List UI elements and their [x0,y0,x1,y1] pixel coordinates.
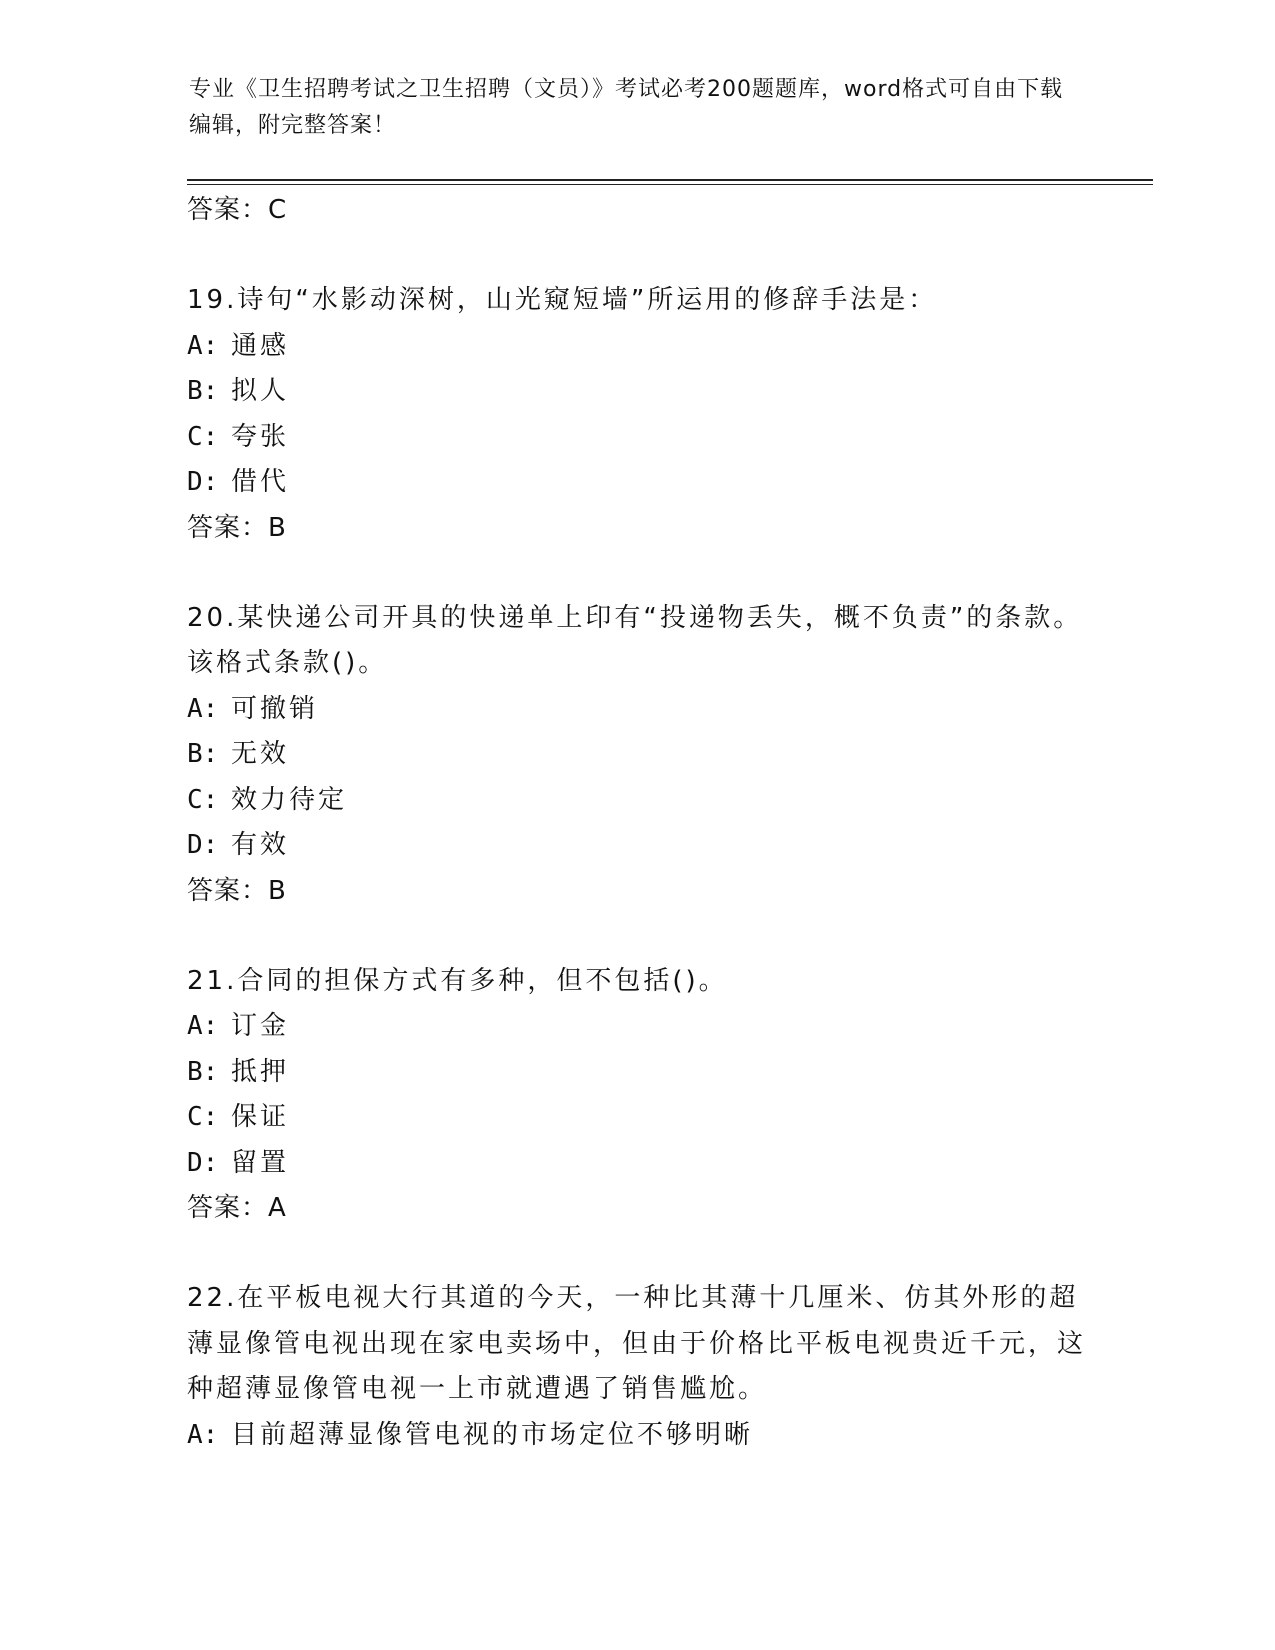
question-19 [187,278,1087,551]
option-b [187,1050,1087,1096]
question-21 [187,959,1087,1232]
question-20 [187,596,1087,914]
question-stem: 21.合同的担保方式有多种，但不包括()。 [187,965,728,996]
answer-text: 答案：A [187,1193,287,1223]
option-text: 无效 [231,739,290,769]
option-a [187,1413,1087,1459]
option-text: 抵押 [231,1056,290,1087]
option-text: 通感 [231,330,290,361]
answer-text: 答案：C [187,195,288,225]
option-c [187,778,1087,824]
option-letter: C: [187,421,219,452]
question-stem: 19.诗句“水影动深树，山光窥短墙”所运用的修辞手法是： [187,285,938,315]
option-c [187,415,1087,461]
option-b [187,732,1087,778]
question-22 [187,1276,1087,1458]
option-b [187,369,1087,415]
option-letter: A: [187,1011,219,1041]
option-a [187,324,1087,370]
option-c [187,1095,1087,1141]
option-text: 效力待定 [231,784,348,815]
option-d [187,1141,1087,1187]
option-d [187,460,1087,506]
option-text: 保证 [231,1102,290,1132]
spacer [187,233,1087,278]
option-text: 借代 [231,467,290,497]
answer-text: 答案：B [187,875,287,906]
option-letter: A: [187,693,219,724]
option-text: 留置 [231,1147,290,1178]
question-stem: 22.在平板电视大行其道的今天，一种比其薄十几厘米、仿其外形的超薄显像管电视出现在家电卖场中，但由于价格比平板电视贵近千元，这种超薄显像管电视一上市就遭遇了销售尴尬。 [187,1283,1087,1404]
option-a [187,687,1087,733]
option-letter: D: [187,1147,219,1178]
document-header: 专业《卫生招聘考试之卫生招聘（文员）》考试必考200题题库，word格式可自由下载编辑，附完整答案！ [189,77,1064,138]
spacer [187,551,1087,596]
question-stem: 20.某快递公司开具的快递单上印有“投递物丢失，概不负责”的条款。该格式条款()。 [187,602,1083,678]
option-text: 拟人 [231,376,290,406]
option-text: 订金 [231,1011,290,1041]
spacer [187,914,1087,959]
option-letter: C: [187,1102,219,1132]
option-text: 可撤销 [231,693,319,724]
option-letter: C: [187,784,219,815]
option-letter: B: [187,1056,219,1087]
option-a [187,1004,1087,1050]
option-d [187,823,1087,869]
header-divider-thick [187,179,1153,181]
option-letter: D: [187,830,219,860]
option-text: 有效 [231,830,290,860]
option-letter: B: [187,739,219,769]
spacer [187,1231,1087,1276]
option-letter: D: [187,467,219,497]
option-text: 夸张 [231,421,290,452]
option-letter: A: [187,330,219,361]
option-text: 目前超薄显像管电视的市场定位不够明晰 [231,1419,754,1450]
header-divider-thin [187,184,1153,185]
question-list [187,188,1087,1458]
option-letter: A: [187,1419,219,1450]
answer-text: 答案：B [187,512,287,543]
option-letter: B: [187,376,219,406]
